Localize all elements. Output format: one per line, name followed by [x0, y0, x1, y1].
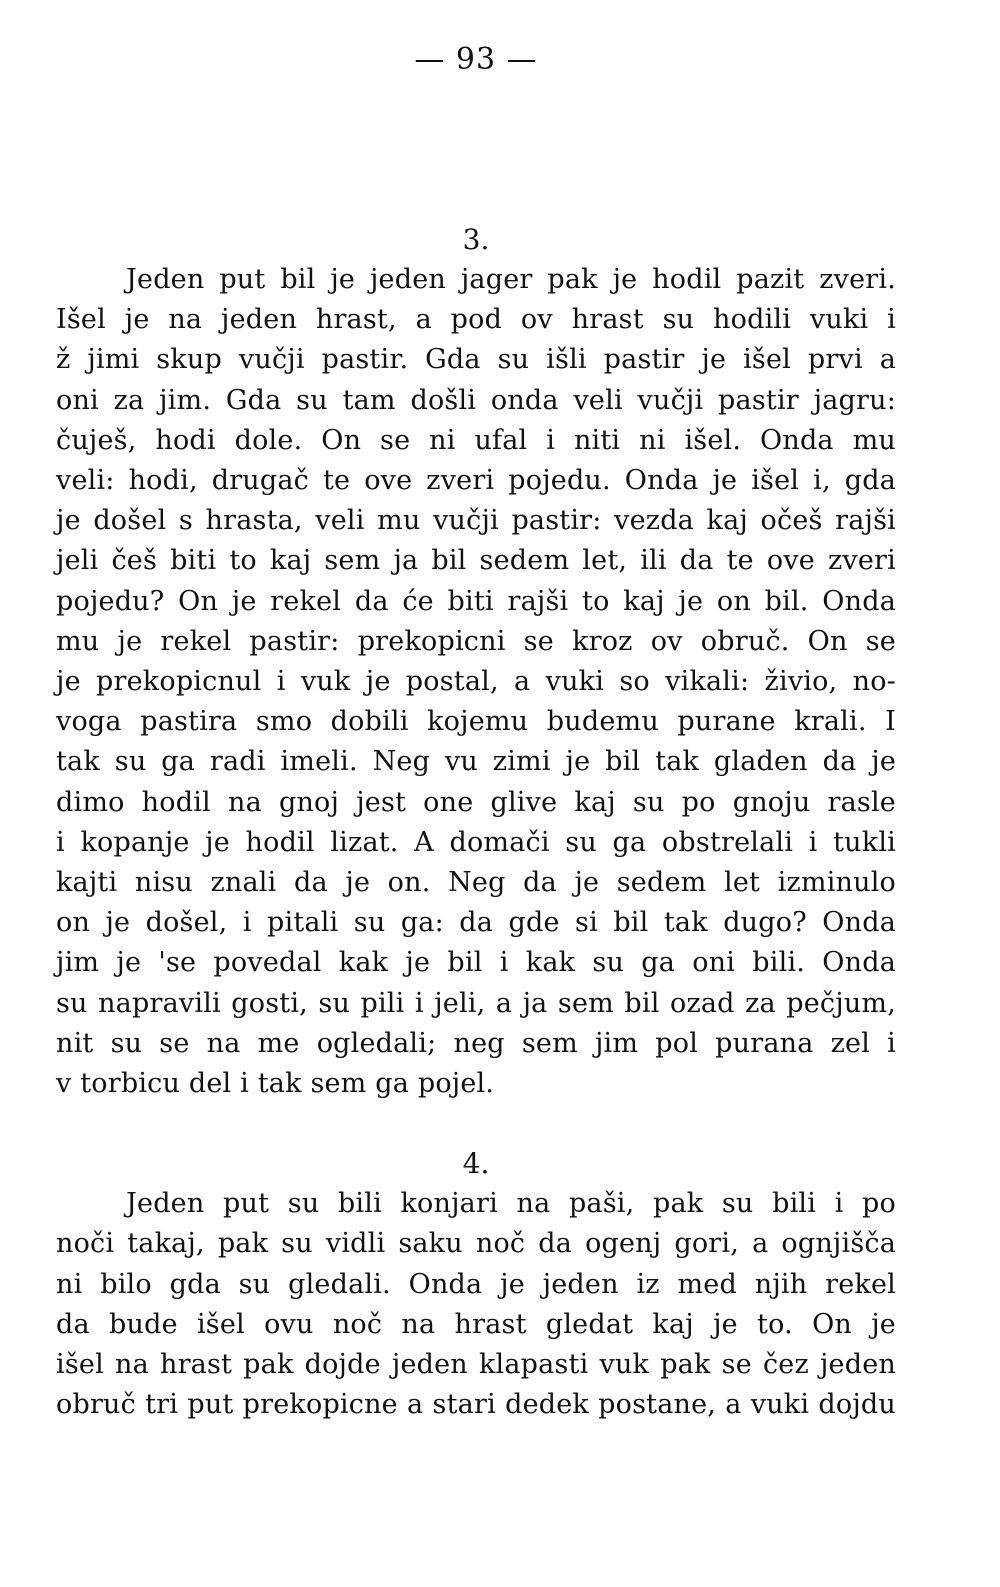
text-line: dimo hodil na gnoj jest one glive kaj su po gnoju rasle	[56, 786, 896, 818]
text-line: su napravili gosti, su pili i jeli, a ja sem bil ozad za pečjum,	[56, 987, 896, 1019]
page-number: — 93 —	[414, 42, 538, 77]
text-line: ž jimi skup vučji pastir. Gda su išli pastir je išel prvi a	[56, 344, 896, 376]
text-line: išel na hrast pak dojde jeden klapasti vuk pak se čez jeden	[56, 1349, 896, 1381]
text-line: jim je 'se povedal kak je bil i kak su ga oni bili. Onda	[56, 947, 896, 979]
text-line: noči takaj, pak su vidli saku noč da ogenj gori, a ognjišča	[56, 1228, 896, 1260]
section-4-paragraph	[56, 1184, 896, 1425]
text-line: jeli češ biti to kaj sem ja bil sedem let, ili da te ove zveri	[56, 545, 896, 577]
text-line: Jeden put bil je jeden jager pak je hodil pazit zveri.	[126, 264, 896, 295]
text-line: obruč tri put prekopicne a stari dedek postane, a vuki dojdu	[56, 1389, 896, 1421]
text-line: oni za jim. Gda su tam došli onda veli vučji pastir jagru:	[56, 384, 896, 416]
text-line: veli: hodi, drugač te ove zveri pojedu. Onda je išel i, gda	[56, 465, 896, 497]
text-line: on je došel, i pitali su ga: da gde si bil tak dugo? Onda	[56, 907, 896, 939]
text-line: Jeden put su bili konjari na paši, pak su bili i po	[126, 1188, 896, 1220]
text-line: nit su se na me ogledali; neg sem jim pol purana zel i	[56, 1027, 896, 1059]
text-line: čuješ, hodi dole. On se ni ufal i niti ni išel. Onda mu	[56, 424, 896, 456]
text-line: Išel je na jeden hrast, a pod ov hrast su hodili vuki i	[56, 304, 896, 336]
text-line: tak su ga radi imeli. Neg vu zimi je bil tak gladen da je	[56, 746, 896, 778]
section-number-3: 3.	[462, 223, 490, 256]
text-line: je došel s hrasta, veli mu vučji pastir: vezda kaj očeš rajši	[56, 505, 896, 537]
text-line: v torbicu del i tak sem ga pojel.	[56, 1068, 495, 1100]
text-line: pojedu? On je rekel da će biti rajši to kaj je on bil. Onda	[56, 585, 896, 617]
text-line: mu je rekel pastir: prekopicni se kroz ov obruč. On se	[56, 625, 896, 657]
text-line: kajti nisu znali da je on. Neg da je sedem let izminulo	[56, 867, 896, 899]
section-number-4: 4.	[462, 1147, 490, 1181]
text-line: ni bilo gda su gledali. Onda je jeden iz med njih rekel	[56, 1268, 896, 1300]
text-line: da bude išel ovu noč na hrast gledat kaj je to. On je	[56, 1308, 896, 1340]
section-3-paragraph	[56, 260, 896, 1104]
text-line: je prekopicnul i vuk je postal, a vuki so vikali: živio, no-	[56, 666, 896, 698]
text-line: voga pastira smo dobili kojemu budemu purane krali. I	[56, 706, 896, 738]
text-line: i kopanje je hodil lizat. A domači su ga obstrelali i tukli	[56, 826, 896, 858]
book-page	[56, 40, 896, 1425]
